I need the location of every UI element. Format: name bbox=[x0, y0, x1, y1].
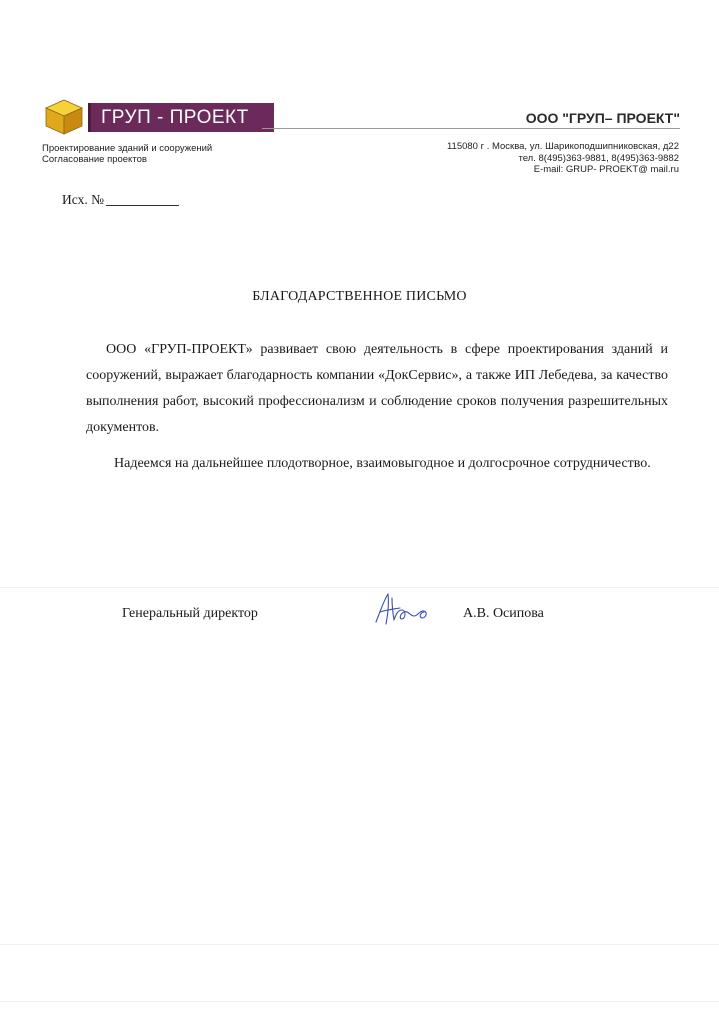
scan-artifact bbox=[0, 944, 719, 945]
letter-title: БЛАГОДАРСТВЕННОЕ ПИСЬМО bbox=[252, 289, 467, 304]
header-divider bbox=[262, 128, 680, 129]
signatory-name: А.В. Осипова bbox=[463, 606, 544, 621]
signatory-position: Генеральный директор bbox=[122, 606, 258, 621]
company-name: ООО "ГРУП– ПРОЕКТ" bbox=[525, 110, 680, 126]
outgoing-blank-line bbox=[106, 205, 179, 206]
letter-paragraph: Надеемся на дальнейшее плодотворное, взаимовыгодное и долгосрочное сотрудничество. bbox=[114, 456, 651, 471]
outgoing-label: Исх. № bbox=[62, 192, 104, 207]
scan-artifact bbox=[0, 587, 719, 588]
handwritten-signature bbox=[370, 590, 434, 630]
contact-block bbox=[447, 141, 679, 176]
outgoing-number bbox=[62, 192, 179, 208]
logo-band bbox=[88, 103, 274, 132]
scan-artifact bbox=[0, 1001, 719, 1002]
email-line: E-mail: GRUP- PROEKT@ mail.ru bbox=[533, 164, 679, 175]
logo-text: ГРУП - ПРОЕКТ bbox=[101, 106, 249, 128]
cube-logo-icon bbox=[42, 99, 88, 135]
company-tagline bbox=[42, 143, 212, 165]
phone-line: тел. 8(495)363-9881, 8(495)363-9882 bbox=[518, 152, 679, 164]
company-logo bbox=[42, 99, 274, 135]
tagline-line: Согласование проектов bbox=[42, 154, 147, 165]
tagline-line: Проектирование зданий и сооружений bbox=[42, 143, 213, 154]
address-line: 115080 г . Москва, ул. Шарикоподшипниковская, д22 bbox=[446, 141, 679, 152]
letter-paragraph: ООО «ГРУП-ПРОЕКТ» развивает свою деятельность в сфере проектирования зданий и сооружений, выражает благодарность компании «ДокСервис», а также ИП Лебедева, за качество выполнения работ, высокий профессионализм и соблюдение сроков получения разрешительных документов. bbox=[86, 342, 668, 435]
